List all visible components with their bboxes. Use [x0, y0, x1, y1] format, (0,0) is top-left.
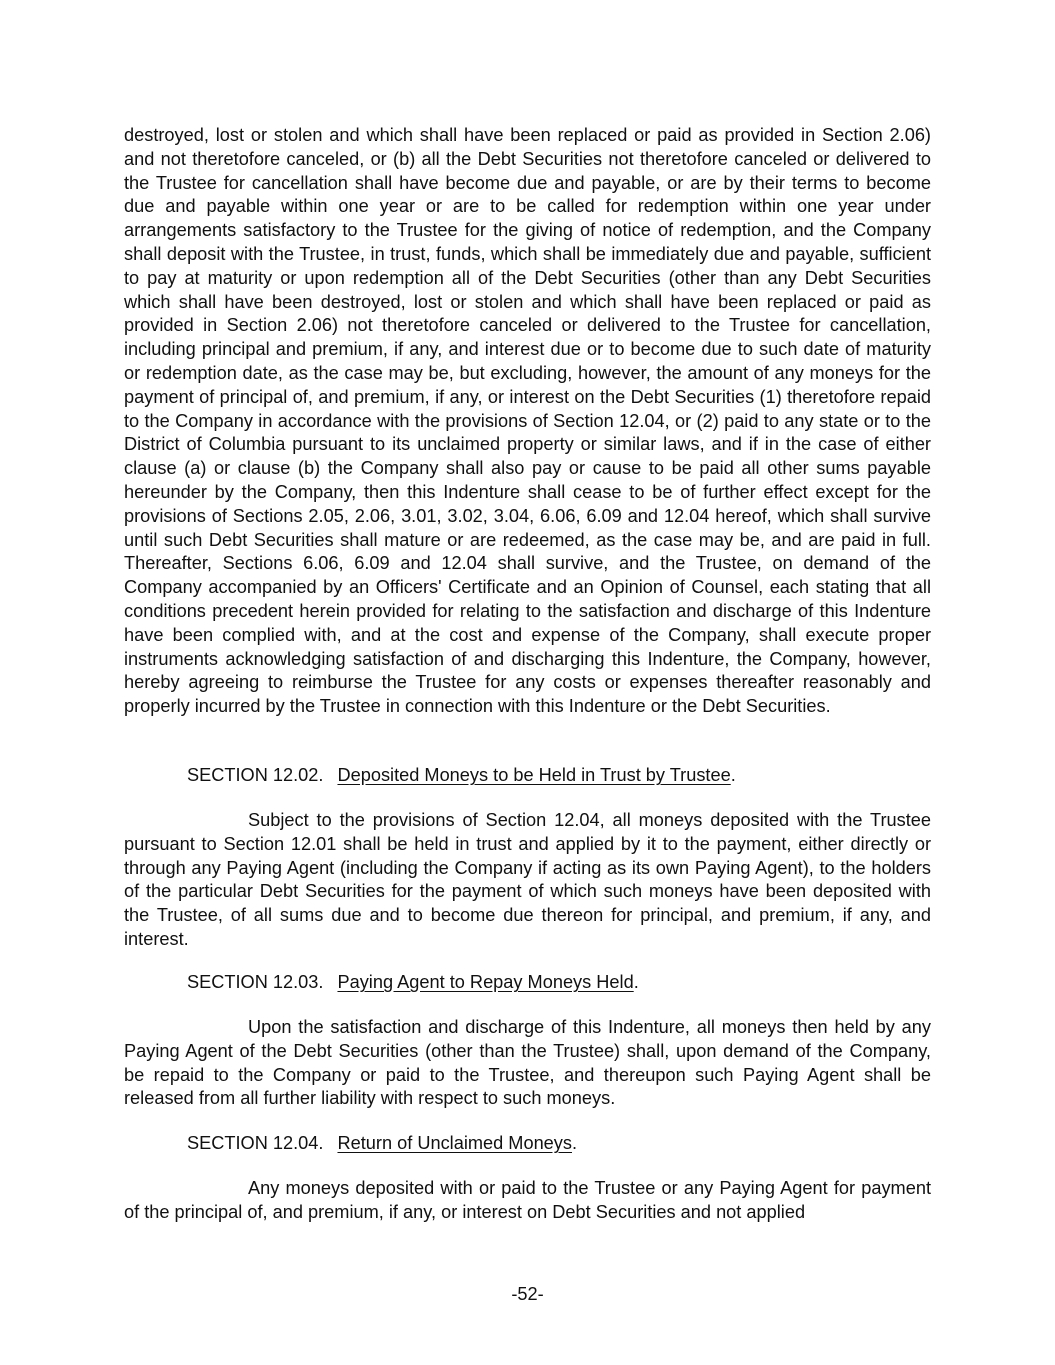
section-number: SECTION 12.02.: [187, 765, 324, 785]
section-caption-end: .: [730, 765, 736, 785]
paragraph-continuation: destroyed, lost or stolen and which shall have been replaced or paid as provided in Section 2.06) and not theretofore canceled, or (b) all the Debt Securities not theretofore canceled or delivered to the Trustee for cancellation shall have become due and payable, or are by their terms to become due and payable within one year or are to be called for redemption within one year under arrangements satisfactory to the Trustee for the giving of notice of redemption, and the Company shall deposit with the Trustee, in trust, funds, which shall be immediately due and payable, sufficient to pay at maturity or upon redemption all of the Debt Securities (other than any Debt Securities which shall have been destroyed, lost or stolen and which shall have been replaced or paid as provided in Section 2.06) not theretofore canceled or delivered to the Trustee for cancellation, including principal and premium, if any, and interest due or to become due to such date of maturity or redemption date, as the case may be, but excluding, however, the amount of any moneys for the payment of principal of, and premium, if any, or interest on the Debt Securities (1) theretofore repaid to the Company in accordance with the provisions of Section 12.04, or (2) paid to any state or to the District of Columbia pursuant to its unclaimed property or similar laws, and if in the case of either clause (a) or clause (b) the Company shall also pay or cause to be paid all other sums payable hereunder by the Company, then this Indenture shall cease to be of further effect except for the provisions of Sections 2.05, 2.06, 3.01, 3.02, 3.04, 6.06, 6.09 and 12.04 hereof, which shall survive until such Debt Securities shall mature or are redeemed, as the case may be, and are paid in full. Thereafter, Sections 6.06, 6.09 and 12.04 shall survive, and the Trustee, on demand of the Company accompanied by an Officers' Certificate and an Opinion of Counsel, each stating that all conditions precedent herein provided for relating to the satisfaction and discharge of this Indenture have been complied with, and at the cost and expense of the Company, shall execute proper instruments acknowledging satisfaction of and discharging this Indenture, the Company, however, hereby agreeing to reimburse the Trustee for any costs or expenses thereafter reasonably and properly incurred by the Trustee in connection with this Indenture or the Debt Securities.: [124, 125, 931, 717]
section-caption: Return of Unclaimed Moneys: [337, 1133, 572, 1153]
section-caption: Paying Agent to Repay Moneys Held: [337, 972, 634, 992]
section-caption-end: .: [633, 972, 639, 992]
paragraph-section-12-02: Subject to the provisions of Section 12.04, all moneys deposited with the Trustee pursuant to Section 12.01 shall be held in trust and applied by it to the payment, either directly or through any Paying Agent (including the Company if acting as its own Paying Agent), to the holders of the particular Debt Securities for the payment of which such moneys have been deposited with the Trustee, of all sums due and to become due thereon for principal, and premium, if any, and interest.: [124, 810, 931, 949]
section-heading-12-03: [187, 970, 639, 994]
section-heading-12-02: [187, 763, 736, 787]
section-number: SECTION 12.04.: [187, 1133, 324, 1153]
section-caption-end: .: [572, 1133, 578, 1153]
paragraph-section-12-04: Any moneys deposited with or paid to the Trustee or any Paying Agent for payment of the principal of, and premium, if any, or interest on Debt Securities and not applied: [124, 1178, 931, 1222]
page-number: -52-: [511, 1284, 544, 1304]
section-number: SECTION 12.03.: [187, 972, 324, 992]
section-caption: Deposited Moneys to be Held in Trust by Trustee: [337, 765, 731, 785]
paragraph-section-12-03: Upon the satisfaction and discharge of this Indenture, all moneys then held by any Paying Agent of the Debt Securities (other than the Trustee) shall, upon demand of the Company, be repaid to the Company or paid to the Trustee, and thereupon such Paying Agent shall be released from all further liability with respect to such moneys.: [124, 1017, 931, 1109]
section-heading-12-04: [187, 1131, 577, 1155]
